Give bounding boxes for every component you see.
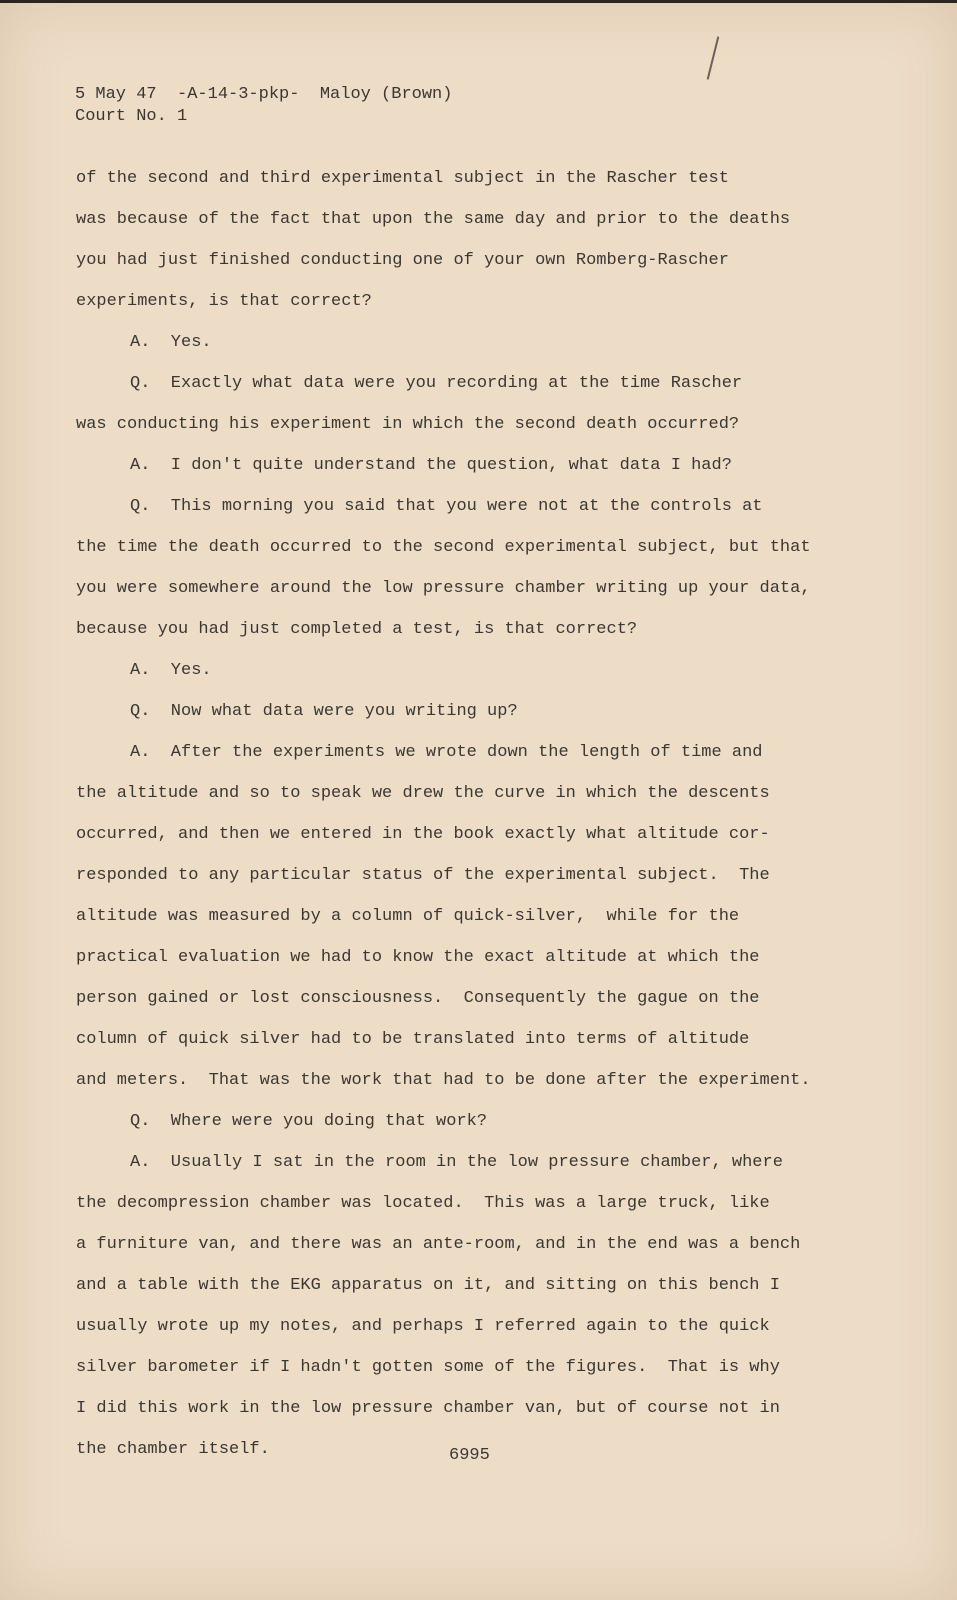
text-line: and meters. That was the work that had to be done after the experiment. bbox=[76, 1071, 811, 1090]
text-line: Q. Where were you doing that work? bbox=[130, 1112, 488, 1131]
text-line: and a table with the EKG apparatus on it, and sitting on this bench I bbox=[76, 1276, 780, 1295]
text-line: the decompression chamber was located. This was a large truck, like bbox=[76, 1194, 770, 1213]
text-line: you were somewhere around the low pressure chamber writing up your data, bbox=[76, 579, 811, 598]
text-line: of the second and third experimental subject in the Rascher test bbox=[76, 169, 729, 188]
text-line: Q. Now what data were you writing up? bbox=[130, 702, 518, 721]
text-line: column of quick silver had to be translated into terms of altitude bbox=[76, 1030, 750, 1049]
text-line: A. Yes. bbox=[130, 333, 212, 352]
pencil-mark bbox=[707, 36, 720, 79]
top-edge bbox=[0, 0, 957, 3]
text-line: was because of the fact that upon the same day and prior to the deaths bbox=[76, 210, 791, 229]
transcript-body bbox=[76, 158, 836, 1470]
text-line: a furniture van, and there was an ante-room, and in the end was a bench bbox=[76, 1235, 801, 1254]
text-line: A. Usually I sat in the room in the low pressure chamber, where bbox=[130, 1153, 783, 1172]
text-line: practical evaluation we had to know the exact altitude at which the bbox=[76, 948, 760, 967]
page-number: 6995 bbox=[449, 1446, 490, 1465]
text-line: was conducting his experiment in which the second death occurred? bbox=[76, 415, 740, 434]
text-line: person gained or lost consciousness. Consequently the gague on the bbox=[76, 989, 760, 1008]
text-line: A. I don't quite understand the question, what data I had? bbox=[130, 456, 732, 475]
text-line: A. After the experiments we wrote down the length of time and bbox=[130, 743, 763, 762]
text-line: the altitude and so to speak we drew the curve in which the descents bbox=[76, 784, 770, 803]
text-line: silver barometer if I hadn't gotten some of the figures. That is why bbox=[76, 1358, 780, 1377]
text-line: I did this work in the low pressure chamber van, but of course not in bbox=[76, 1399, 780, 1418]
page-header bbox=[75, 84, 452, 128]
text-line: experiments, is that correct? bbox=[76, 292, 372, 311]
text-line: you had just finished conducting one of your own Romberg-Rascher bbox=[76, 251, 729, 270]
text-line: A. Yes. bbox=[130, 661, 212, 680]
text-line: the time the death occurred to the second experimental subject, but that bbox=[76, 538, 811, 557]
text-line: because you had just completed a test, is that correct? bbox=[76, 620, 638, 639]
header-line-1: 5 May 47 -A-14-3-pkp- Maloy (Brown) bbox=[75, 85, 453, 104]
text-line: usually wrote up my notes, and perhaps I referred again to the quick bbox=[76, 1317, 770, 1336]
text-line: Q. This morning you said that you were not at the controls at bbox=[130, 497, 763, 516]
header-line-2: Court No. 1 bbox=[75, 107, 188, 126]
text-line: the chamber itself. bbox=[76, 1440, 270, 1459]
text-line: altitude was measured by a column of quick-silver, while for the bbox=[76, 907, 740, 926]
text-line: Q. Exactly what data were you recording at the time Rascher bbox=[130, 374, 743, 393]
text-line: responded to any particular status of the experimental subject. The bbox=[76, 866, 770, 885]
text-line: occurred, and then we entered in the book exactly what altitude cor- bbox=[76, 825, 770, 844]
